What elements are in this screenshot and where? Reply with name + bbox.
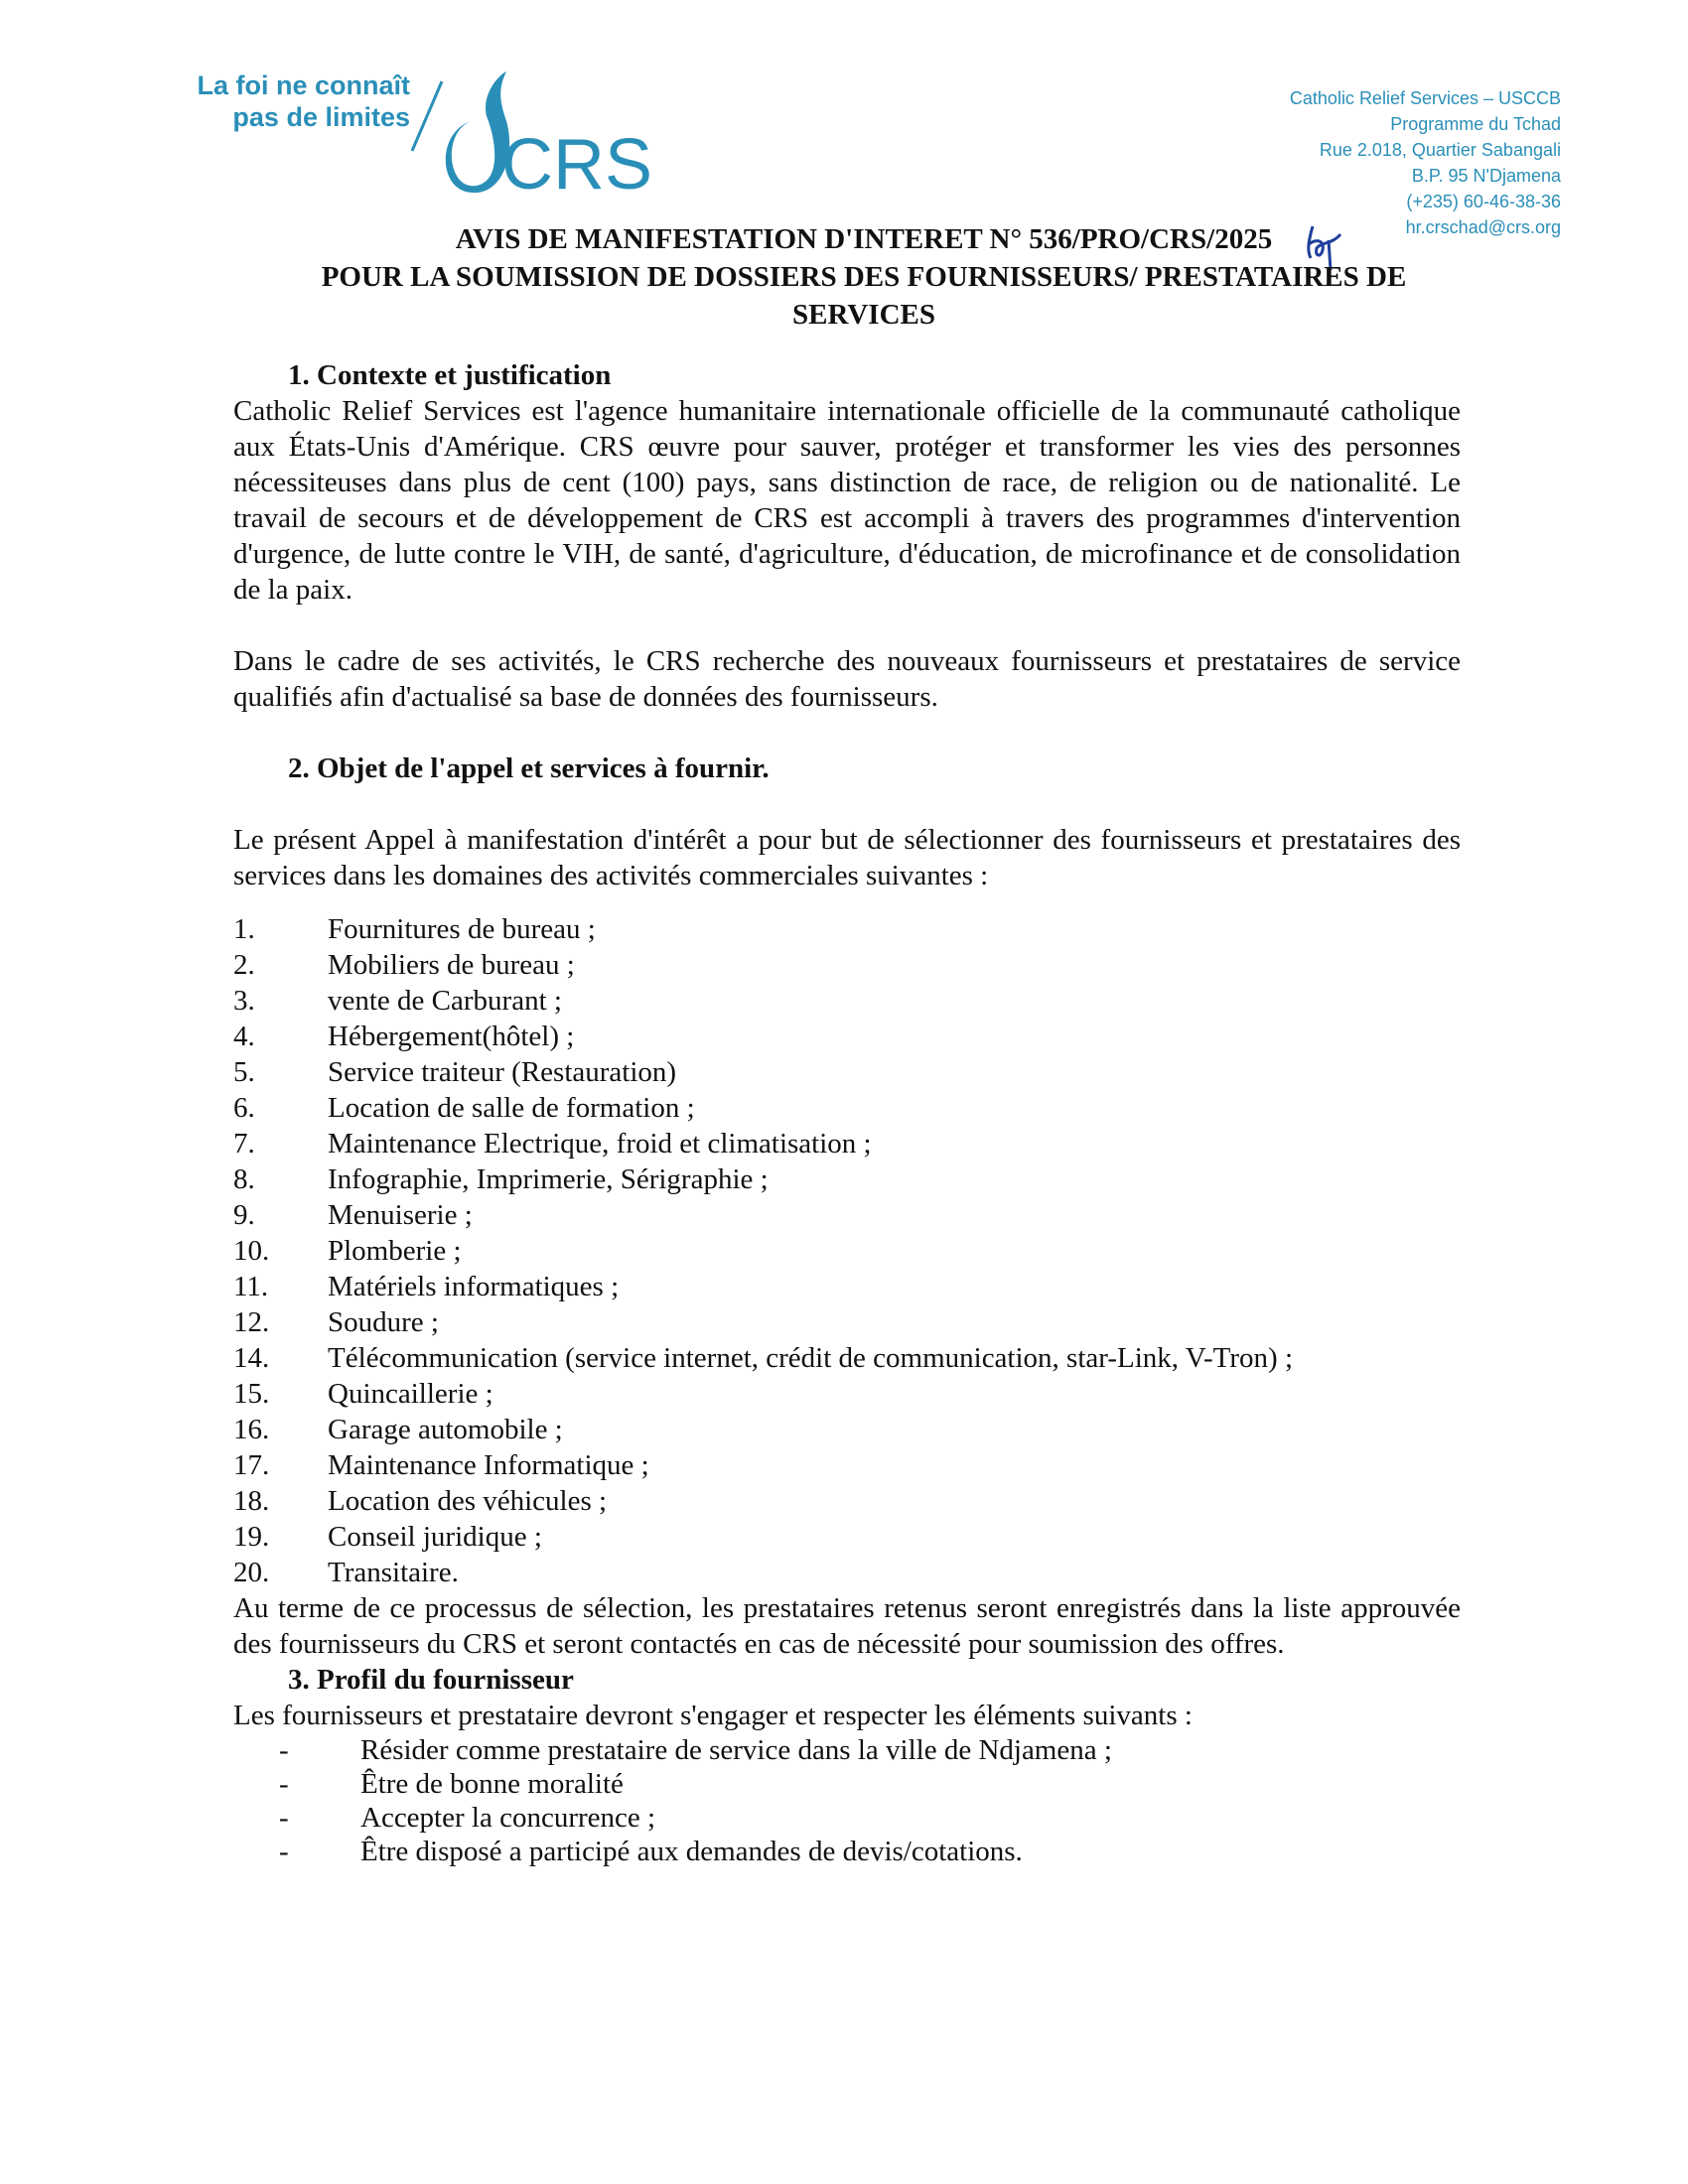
section-2-heading: 2. Objet de l'appel et services à fournir.: [288, 752, 770, 784]
address-line: Programme du Tchad: [1390, 114, 1561, 134]
section-1-paragraph-1: Catholic Relief Services est l'agence humanitaire internationale officielle de la communauté catholique aux États-Unis d'Amérique. CRS œuvre pour sauver, protéger et transformer les vies des personnes nécessiteuses dans plus de cent (100) pays, sans distinction de race, de religion ou de nationalité. Le travail de secours et de développement de CRS est accompli à travers des programmes d'intervention d'urgence, de lutte contre le VIH, de santé, d'agriculture, d'éducation, de microfinance et de consolidation de la paix.: [233, 395, 1461, 606]
title-line-3: SERVICES: [791, 299, 936, 331]
services-list: [233, 911, 1461, 1590]
section-2-closing: Au terme de ce processus de sélection, les prestataires retenus seront enregistrés dans la liste approuvée des fournisseurs du CRS et seront contactés en cas de nécessité pour soumission des offres.: [233, 1592, 1461, 1660]
document-body: [233, 357, 1461, 1868]
address-line: (+235) 60-46-38-36: [1406, 192, 1561, 211]
list-item: 4. Hébergement(hôtel) ;: [233, 1021, 575, 1052]
address-line: B.P. 95 N'Djamena: [1411, 166, 1561, 186]
list-item: 17. Maintenance Informatique ;: [233, 1449, 649, 1481]
list-item: 14. Télécommunication (service internet, crédit de communication, star-Link, V-Tron) ;: [233, 1342, 1293, 1374]
section-2-intro: Le présent Appel à manifestation d'intérêt a pour but de sélectionner des fournisseurs et prestataires des services dans les domaines des activités commerciales suivantes :: [233, 824, 1461, 891]
list-item: 8. Infographie, Imprimerie, Sérigraphie ;: [233, 1163, 769, 1195]
list-item: 3. vente de Carburant ;: [233, 985, 562, 1017]
tagline-line-1: La foi ne connaît: [197, 70, 410, 100]
list-item: 18. Location des véhicules ;: [233, 1485, 608, 1517]
crs-logo: [402, 62, 660, 201]
section-1-paragraph-2: Dans le cadre de ses activités, le CRS recherche des nouveaux fournisseurs et prestataires de service qualifiés afin d'actualisé sa base de données des fournisseurs.: [233, 645, 1461, 713]
list-item: 20. Transitaire.: [233, 1557, 459, 1588]
list-item: 2. Mobiliers de bureau ;: [233, 949, 575, 981]
list-item: 1. Fournitures de bureau ;: [233, 913, 596, 945]
list-item: 15. Quincaillerie ;: [233, 1378, 493, 1410]
list-item: - Résider comme prestataire de service dans la ville de Ndjamena ;: [279, 1734, 1112, 1766]
list-item: 19. Conseil juridique ;: [233, 1521, 542, 1553]
title-line-2: POUR LA SOUMISSION DE DOSSIERS DES FOURNISSEURS/ PRESTATAIRES DE: [321, 261, 1407, 293]
list-item: 10. Plomberie ;: [233, 1235, 462, 1267]
section-1-heading: 1. Contexte et justification: [288, 359, 612, 391]
tagline: [167, 69, 410, 133]
list-item: 7. Maintenance Electrique, froid et climatisation ;: [233, 1128, 872, 1160]
section-3-heading: 3. Profil du fournisseur: [288, 1664, 574, 1696]
list-item: 9. Menuiserie ;: [233, 1199, 473, 1231]
list-item: - Être de bonne moralité: [279, 1768, 624, 1800]
list-item: - Accepter la concurrence ;: [279, 1802, 656, 1834]
address-line: Catholic Relief Services – USCCB: [1289, 88, 1561, 108]
list-item: 16. Garage automobile ;: [233, 1414, 563, 1445]
address-block: [1144, 85, 1561, 240]
list-item: 11. Matériels informatiques ;: [233, 1271, 620, 1302]
list-item: 5. Service traiteur (Restauration): [233, 1056, 677, 1088]
address-line: Rue 2.018, Quartier Sabangali: [1319, 140, 1561, 160]
list-item: 6. Location de salle de formation ;: [233, 1092, 695, 1124]
list-item: 12. Soudure ;: [233, 1306, 439, 1338]
tagline-line-2: pas de limites: [232, 102, 410, 132]
list-item: - Être disposé a participé aux demandes de devis/cotations.: [279, 1836, 1023, 1867]
address-line: hr.crschad@crs.org: [1405, 217, 1561, 237]
logo-text: CRS: [501, 125, 653, 201]
document-title: [238, 220, 1489, 334]
title-line-1: AVIS DE MANIFESTATION D'INTERET N° 536/PRO/CRS/2025: [455, 223, 1273, 255]
section-3-intro: Les fournisseurs et prestataire devront s'engager et respecter les éléments suivants :: [233, 1700, 1193, 1731]
